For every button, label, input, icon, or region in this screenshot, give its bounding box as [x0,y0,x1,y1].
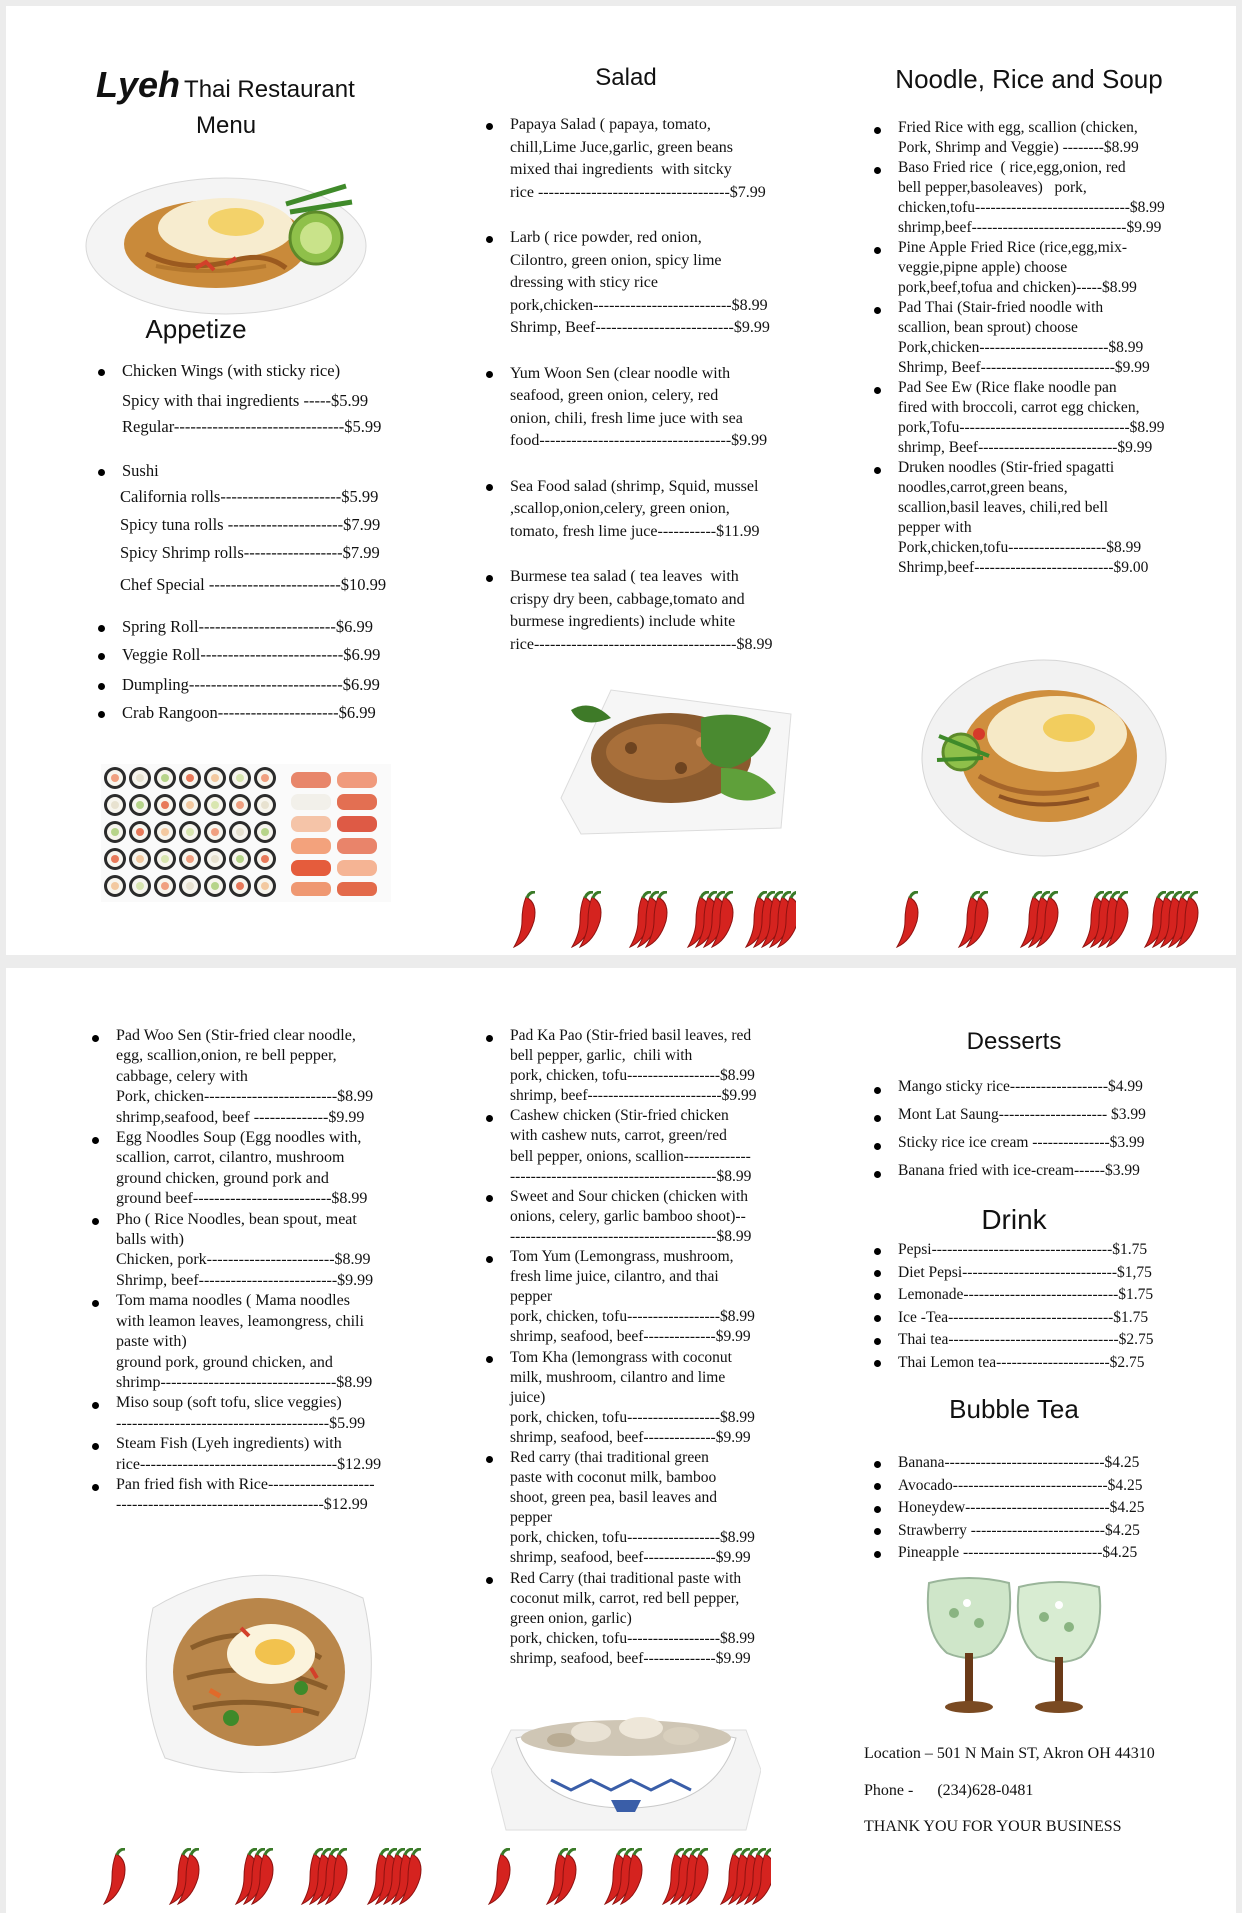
item-line: paste with) [116,1333,187,1351]
chili-pepper-icon [663,1849,708,1904]
chili-peppers-decoration [96,1848,426,1908]
chili-pepper-icon [302,1849,347,1904]
item-line: Avocado------------------------------$4.25 [898,1476,1143,1494]
drink-title: Drink [981,1204,1047,1235]
item-line: balls with) [116,1231,184,1249]
price-line: Spicy Shrimp rolls------------------$7.99 [120,543,380,562]
menu-item [870,378,1220,458]
pad-thai-plate-photo [919,656,1169,861]
item-line: shrimp, beef--------------------------$9.99 [510,1087,757,1105]
item-line: Larb ( rice powder, red onion, [510,229,702,246]
item-line: rice--------------------------------------$8.99 [510,635,773,653]
menu-item [482,1247,812,1347]
soup-bowl-photo [491,1690,761,1835]
item-line: pepper with [898,519,972,536]
item-line: cabbage, celery with [116,1067,248,1085]
menu-item [870,1329,1210,1352]
menu-item [870,1162,1210,1180]
item-line: Shrimp,beef---------------------------$9.00 [898,559,1149,576]
menu-item [870,1134,1210,1152]
item-line: chicken,tofu------------------------------$8.99 [898,199,1165,216]
item-line: pork,beef,tofua and chicken)-----$8.99 [898,279,1137,296]
bullet-dot [98,711,105,718]
chili-pepper-icon [514,892,535,947]
brand-subtitle: Thai Restaurant [184,76,355,103]
menu-item [482,1348,812,1448]
salad-list [482,114,812,656]
item-line: Thai Lemon tea----------------------$2.75 [898,1353,1145,1371]
chili-pepper-icon [236,1849,273,1904]
egg-noodle-photo [141,1568,376,1773]
salad-title: Salad [595,64,657,91]
phone-label: Phone - [864,1782,914,1799]
menu-item [482,1106,812,1186]
column-desserts-drinks [864,968,1236,1913]
item-name: Dumpling----------------------------$6.99 [122,675,380,694]
menu-item [870,1106,1210,1124]
item-line: pork, chicken, tofu------------------$8.99 [510,1067,755,1085]
menu-item [88,1128,428,1210]
item-line: Fried Rice with egg, scallion (chicken, [898,119,1138,136]
item-line: Tom mama noodles ( Mama noodles [116,1292,350,1310]
column-curries [476,968,816,1913]
bullet-dot [98,469,105,476]
item-line: Sweet and Sour chicken (chicken with [510,1187,749,1205]
item-line: Tom Yum (Lemongrass, mushroom, [510,1248,734,1266]
item-line: ground chicken, ground pork and [116,1169,329,1187]
item-line: Yum Woon Sen (clear noodle with [510,364,731,382]
bullet-dot [98,625,105,632]
item-line: pork, chicken, tofu------------------$8.99 [510,1629,755,1647]
menu-item [482,114,812,204]
brand-name: Lyeh [96,64,181,105]
menu-item [94,675,394,695]
phone-line [864,1782,1033,1800]
menu-item [870,1239,1210,1262]
item-line: Chicken, pork------------------------$8.99 [116,1251,371,1269]
noodle-list [870,118,1220,578]
item-line: Thai tea---------------------------------$2.75 [898,1331,1154,1349]
menu-item [870,1307,1210,1330]
menu-item [482,1448,812,1569]
item-line: with leamon leaves, leamongress, chili [116,1312,364,1330]
chili-pepper-icon [688,892,733,947]
thanks-line: THANK YOU FOR YOUR BUSINESS [864,1818,1122,1835]
menu-page-1 [6,6,1236,955]
item-line: chill,Lime Juce,garlic, green beans [510,138,734,156]
item-name: Crab Rangoon----------------------$6.99 [122,703,376,722]
item-line: shrimp,beef------------------------------$9.99 [898,219,1162,236]
menu-item [482,1026,812,1106]
item-line: Lemonade------------------------------$1.75 [898,1286,1154,1304]
item-line: burmese ingredients) include white [510,613,736,630]
phone-number[interactable]: (234)628-0481 [937,1782,1034,1799]
item-line: Pork, chicken-------------------------$8.99 [116,1088,374,1106]
menu-item [870,1542,1210,1565]
item-line: bell pepper, garlic, chili with [510,1047,693,1065]
item-line: Mont Lat Saung--------------------- $3.99 [898,1106,1146,1123]
item-line: Pineapple ---------------------------$4.25 [898,1544,1138,1562]
item-line: Pork,chicken,tofu-------------------$8.99 [898,539,1142,556]
column-noodles-soups [6,968,426,1913]
drink-list [870,1239,1210,1375]
menu-item [482,363,812,453]
item-line: Pepsi-----------------------------------$1.75 [898,1241,1148,1258]
item-line: Ice -Tea--------------------------------$1.75 [898,1308,1149,1326]
chili-peppers-decoration [889,891,1199,951]
item-name: Sushi [122,461,159,480]
chili-pepper-icon [959,892,988,947]
menu-item [870,1520,1210,1543]
item-line: crispy dry been, cabbage,tomato and [510,590,745,608]
item-line: Mango sticky rice-------------------$4.99 [898,1078,1143,1095]
restaurant-title [96,64,355,106]
menu-item [88,1026,428,1128]
item-line: rice-------------------------------------$12.99 [116,1455,382,1473]
item-line: noodles,carrot,green beans, [898,479,1068,496]
item-line: Honeydew----------------------------$4.25 [898,1499,1145,1517]
item-line: bell pepper,basoleaves) pork, [898,179,1087,196]
item-line: paste with coconut milk, bamboo [510,1469,717,1487]
item-name: Spring Roll-------------------------$6.99 [122,617,374,636]
chili-pepper-icon [572,892,601,947]
item-line: Papaya Salad ( papaya, tomato, [510,116,711,133]
item-line: Tom Kha (lemongrass with coconut [510,1348,732,1366]
curry-list [482,1026,812,1669]
item-line: Pork, Shrimp and Veggie) --------$8.99 [898,139,1139,156]
item-line: Miso soup (soft tofu, slice veggies) [116,1394,342,1412]
item-line: fired with broccoli, carrot egg chicken, [898,399,1140,416]
item-line: Burmese tea salad ( tea leaves with [510,568,739,585]
noodle-title: Noodle, Rice and Soup [895,64,1163,94]
item-line: Pad Ka Pao (Stir-fried basil leaves, red [510,1027,752,1044]
item-line: pork, chicken, tofu------------------$8.99 [510,1308,755,1326]
item-name: Chicken Wings (with sticky rice) [122,361,341,380]
item-line: Sticky rice ice cream ---------------$3.99 [898,1134,1145,1151]
item-line: ----------------------------------------$8.99 [510,1167,752,1185]
item-line: Shrimp, Beef--------------------------$9.99 [898,359,1150,376]
item-line: coconut milk, carrot, red bell pepper, [510,1589,740,1607]
desserts-list [870,1078,1210,1180]
desserts-title: Desserts [966,1028,1062,1055]
item-line: scallion,basil leaves, chili,red bell [898,499,1109,516]
menu-item [482,1187,812,1247]
menu-item [94,617,394,637]
item-line: Druken noodles (Stir-fried spagatti [898,459,1115,476]
price-line: California rolls----------------------$5.99 [120,487,379,506]
menu-item [88,1475,428,1516]
item-line: Steam Fish (Lyeh ingredients) with [116,1435,342,1453]
column-salad [476,6,816,955]
item-line: Banana-------------------------------$4.25 [898,1454,1140,1471]
item-line: dressing with sticy rice [510,274,658,291]
menu-item [94,703,394,723]
item-line: Banana fried with ice-cream------$3.99 [898,1162,1140,1179]
bullet-dot [98,683,105,690]
item-line: Shrimp, Beef--------------------------$9.99 [510,319,770,336]
item-line: ,scallop,onion,celery, green onion, [510,500,730,517]
chili-pepper-icon [1145,892,1198,947]
item-line: ---------------------------------------$12.99 [116,1496,368,1514]
item-line: onions, celery, garlic bamboo shoot)-- [510,1207,746,1225]
menu-label: Menu [196,112,257,139]
item-line: Diet Pepsi------------------------------$1,75 [898,1263,1152,1281]
bubble-tea-list [870,1452,1210,1565]
item-line: food------------------------------------$9.99 [510,432,768,449]
menu-item [870,1497,1210,1520]
item-line: pork,Tofu---------------------------------$8.99 [898,419,1165,436]
menu-item [88,1434,428,1475]
item-line: juice) [510,1388,546,1406]
item-line: shrimp, seafood, beef--------------$9.99 [510,1549,751,1567]
item-line: shrimp,seafood, beef --------------$9.99 [116,1108,365,1126]
menu-item [88,1210,428,1292]
item-line: onion, chili, fresh lime juce with sea [510,409,743,427]
menu-item [870,1475,1210,1498]
chili-peppers-decoration [506,891,796,951]
menu-item [870,238,1220,298]
menu-item [94,461,394,481]
menu-item [870,1284,1210,1307]
item-line: milk, mushroom, cilantro and lime [510,1368,726,1386]
item-line: pork, chicken, tofu------------------$8.99 [510,1529,755,1547]
menu-item [88,1393,428,1434]
menu-item [870,1262,1210,1285]
menu-item [482,476,812,544]
price-line: Regular-------------------------------$5.99 [122,417,382,436]
chili-pepper-icon [104,1849,125,1904]
noodle-soup-list [88,1026,428,1516]
price-line: Chef Special ------------------------$10.99 [120,575,387,594]
menu-item [94,361,394,381]
item-line: veggie,pipne apple) choose [898,259,1068,276]
item-line: Pad Woo Sen (Stir-fried clear noodle, [116,1027,356,1044]
item-line: with cashew nuts, carrot, green/red [510,1127,727,1145]
price-line: Spicy tuna rolls ---------------------$7.99 [120,515,381,534]
item-line: ----------------------------------------$8.99 [510,1227,752,1245]
sushi-photo [101,764,391,902]
menu-item [870,118,1220,158]
item-line: tomato, fresh lime juce-----------$11.99 [510,522,760,540]
item-line: Strawberry --------------------------$4.25 [898,1521,1140,1539]
item-line: Pho ( Rice Noodles, bean spout, meat [116,1210,357,1228]
price-line: Spicy with thai ingredients -----$5.99 [122,391,369,410]
pad-thai-photo [76,156,376,321]
item-line: Red Carry (thai traditional paste with [510,1569,742,1587]
item-line: pepper [510,1509,553,1527]
bullet-dot [98,653,105,660]
menu-item [870,458,1220,578]
location-line: Location – 501 N Main ST, Akron OH 44310 [864,1745,1155,1762]
item-line: shrimp, Beef---------------------------$9.99 [898,439,1153,456]
item-line: scallion, carrot, cilantro, mushroom [116,1149,345,1167]
item-line: shrimp, seafood, beef--------------$9.99 [510,1328,751,1346]
chili-pepper-icon [630,892,667,947]
chili-pepper-icon [897,892,918,947]
chili-pepper-icon [746,892,796,947]
chili-pepper-icon [721,1849,771,1904]
chili-pepper-icon [605,1849,642,1904]
item-line: ----------------------------------------$5.99 [116,1414,366,1432]
item-line: bell pepper, onions, scallion------------- [510,1147,751,1165]
menu-item [870,158,1220,238]
item-line: mixed thai ingredients with sitcky [510,161,732,178]
menu-page-2 [6,968,1236,1913]
appetize-list [94,361,394,723]
appetize-title: Appetize [145,314,247,344]
item-line: green onion, garlic) [510,1609,632,1627]
item-line: shrimp, seafood, beef--------------$9.99 [510,1649,751,1667]
menu-item [870,1352,1210,1375]
item-line: pepper [510,1288,553,1306]
item-name: Veggie Roll--------------------------$6.99 [122,645,381,664]
item-line: rice ------------------------------------$7.99 [510,183,766,201]
menu-item [482,1569,812,1669]
chili-pepper-icon [1021,892,1058,947]
item-line: Egg Noodles Soup (Egg noodles with, [116,1129,362,1147]
item-line: pork, chicken, tofu------------------$8.99 [510,1408,755,1426]
item-line: Baso Fried rice ( rice,egg,onion, red [898,159,1126,176]
item-line: shrimp, seafood, beef--------------$9.99 [510,1428,751,1446]
item-line: Sea Food salad (shrimp, Squid, mussel [510,477,759,495]
larb-photo [551,678,801,838]
item-line: Pad Thai (Stair-fried noodle with [898,299,1104,316]
column-appetize [6,6,386,955]
item-line: ground pork, ground chicken, and [116,1353,333,1371]
item-line: pork,chicken--------------------------$8.99 [510,296,768,314]
item-line: scallion, bean sprout) choose [898,319,1078,336]
menu-item [482,227,812,340]
item-line: ground beef--------------------------$8.99 [116,1190,368,1208]
bullet-dot [98,369,105,376]
menu-item [870,298,1220,378]
chili-pepper-icon [489,1849,510,1904]
column-noodle [864,6,1236,955]
item-line: fresh lime juice, cilantro, and thai [510,1268,719,1286]
menu-item [482,566,812,656]
menu-item [88,1291,428,1393]
item-line: seafood, green onion, celery, red [510,387,719,404]
chili-pepper-icon [170,1849,199,1904]
item-line: Pine Apple Fried Rice (rice,egg,mix- [898,239,1127,256]
item-line: Cashew chicken (Stir-fried chicken [510,1107,729,1125]
chili-peppers-decoration [481,1848,771,1908]
menu-item [870,1452,1210,1475]
item-line: Pad See Ew (Rice flake noodle pan [898,379,1117,396]
item-line: shoot, green pea, basil leaves and [510,1489,718,1507]
item-line: Shrimp, beef--------------------------$9.99 [116,1271,374,1289]
item-line: egg, scallion,onion, re bell pepper, [116,1047,337,1065]
menu-item [94,645,394,665]
item-line: shrimp---------------------------------$8.99 [116,1373,373,1391]
item-line: Pork,chicken-------------------------$8.99 [898,339,1144,356]
bubble-tea-photo [919,1573,1114,1718]
chili-pepper-icon [368,1849,421,1904]
item-line: Pan fried fish with Rice-------------------- [116,1475,375,1493]
bubble-tea-title: Bubble Tea [949,1394,1079,1424]
menu-item [870,1078,1210,1096]
chili-pepper-icon [1083,892,1128,947]
item-line: Red carry (thai traditional green [510,1448,709,1466]
chili-pepper-icon [547,1849,576,1904]
item-line: Cilontro, green onion, spicy lime [510,251,722,269]
